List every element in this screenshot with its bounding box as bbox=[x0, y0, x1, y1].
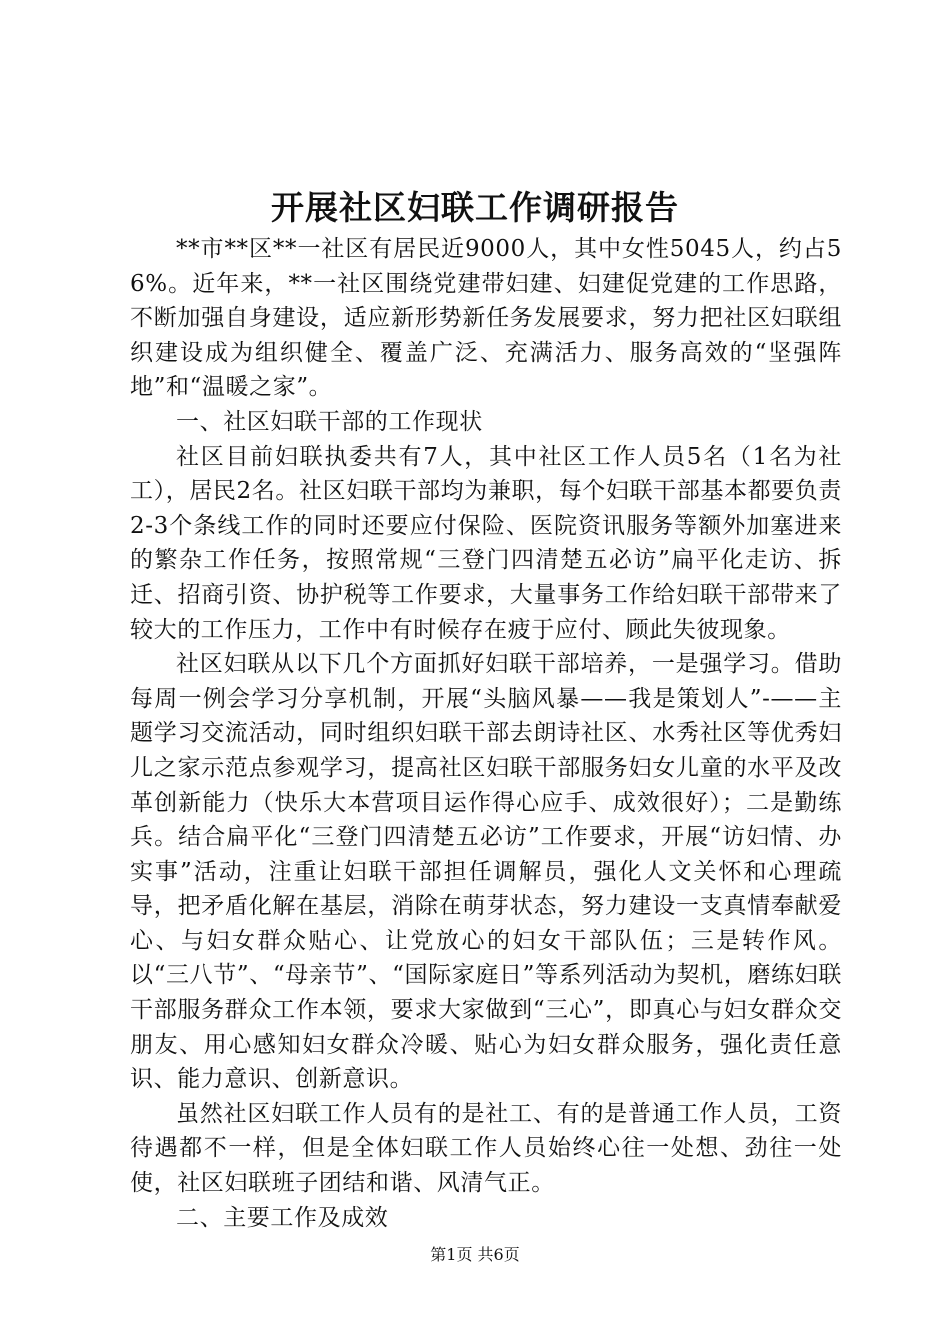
document-title: 开展社区妇联工作调研报告 bbox=[271, 188, 679, 227]
paragraph-intro: **市**区**一社区有居民近9000人，其中女性5045人，约占56%。近年来，**一社区围绕党建带妇建、妇建促党建的工作思路，不断加强自身建设，适应新形势新任务发展要求，努力把社区妇联组织建设成为组织健全、覆盖广泛、充满活力、服务高效的“坚强阵地”和“温暖之家”。 bbox=[130, 236, 842, 401]
page-number-footer: 第1页 共6页 bbox=[430, 1245, 520, 1264]
paragraph-training: 社区妇联从以下几个方面抓好妇联干部培养，一是强学习。借助每周一例会学习分享机制，开展“头脑风暴——我是策划人”-——主题学习交流活动，同时组织妇联干部去朗诗社区、水秀社区等优秀妇儿之家示范点参观学习，提高社区妇联干部服务妇女儿童的水平及改革创新能力（快乐大本营项目运作得心应手、成效很好）；二是勤练兵。结合扁平化“三登门四清楚五必访”工作要求，开展“访妇情、办实事”活动，注重让妇联干部担任调解员，强化人文关怀和心理疏导，把矛盾化解在基层，消除在萌芽状态，努力建设一支真情奉献爱心、与妇女群众贴心、让党放心的妇女干部队伍；三是转作风。以“三八节”、“母亲节”、“国际家庭日”等系列活动为契机，磨练妇联干部服务群众工作本领，要求大家做到“三心”，即真心与妇女群众交朋友、用心感知妇女群众冷暖、贴心为妇女群众服务，强化责任意识、能力意识、创新意识。 bbox=[130, 651, 842, 1093]
document-body bbox=[130, 232, 842, 1235]
section-heading-1: 一、社区妇联干部的工作现状 bbox=[176, 408, 483, 435]
section-heading-2: 二、主要工作及成效 bbox=[176, 1204, 389, 1231]
paragraph-status: 社区目前妇联执委共有7人，其中社区工作人员5名（1名为社工），居民2名。社区妇联干部均为兼职，每个妇联干部基本都要负责2-3个条线工作的同时还要应付保险、医院资讯服务等额外加塞进来的繁杂工作任务，按照常规“三登门四清楚五必访”扁平化走访、拆迁、招商引资、协护税等工作要求，大量事务工作给妇联干部带来了较大的工作压力，工作中有时候存在疲于应付、顾此失彼现象。 bbox=[130, 443, 842, 643]
paragraph-team: 虽然社区妇联工作人员有的是社工、有的是普通工作人员，工资待遇都不一样，但是全体妇联工作人员始终心往一处想、劲往一处使，社区妇联班子团结和谐、风清气正。 bbox=[130, 1100, 842, 1197]
